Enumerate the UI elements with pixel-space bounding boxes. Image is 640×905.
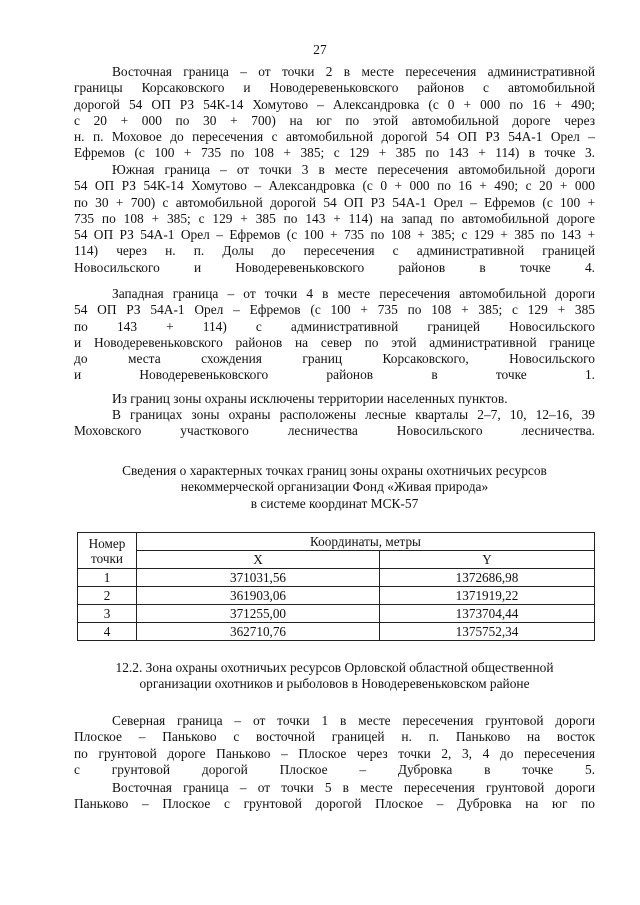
text-line: 735 по 108 + 385; с 129 + 385 по 143 + 114) на запад по автомобильной дороге xyxy=(74,210,595,226)
text-line: границы Корсаковского и Новодеревеньковского районов с автомобильной xyxy=(74,80,595,96)
text-line: и Новодеревеньковского районов на север по этой административной границе xyxy=(74,334,595,350)
text-line: и Новодеревеньковского районов в точке 1. xyxy=(74,367,595,383)
table-caption xyxy=(74,463,595,512)
text-line: 54 ОП РЗ 54А-1 Орел – Ефремов (с 100 + 735 по 108 + 385; с 129 + 385 по 143 + xyxy=(74,227,595,243)
text-line: В границах зоны охраны расположены лесные кварталы 2–7, 10, 12–16, 39 xyxy=(112,407,595,422)
table-row xyxy=(78,569,595,587)
paragraph-south-border xyxy=(74,162,595,276)
cell-y: 1375752,34 xyxy=(380,623,595,641)
text-line: с 20 + 000 по 30 + 700) на юг по этой автомобильной дороге через xyxy=(74,112,595,128)
header-x: X xyxy=(137,551,380,569)
text-line: н. п. Моховое до пересечения с автомобильной дорогой 54 ОП РЗ 54А-1 Орел – xyxy=(74,129,595,145)
paragraph-east-border xyxy=(74,64,595,162)
text-line: 114) через н. п. Долы до пересечения с административной границей xyxy=(74,243,595,259)
text-line: Западная граница – от точки 4 в месте пересечения автомобильной дороги xyxy=(112,286,595,301)
text-line: с грунтовой дорогой Плоское – Дубровка в точке 5. xyxy=(74,761,595,777)
cell-point: 4 xyxy=(78,623,137,641)
caption-line: некоммерческой организации Фонд «Живая природа» xyxy=(180,479,489,495)
text-line: по 30 + 700) с автомобильной дорогой 54 ОП РЗ 54А-1 Орел – Ефремов (с 100 + xyxy=(74,194,595,210)
coordinates-table xyxy=(77,532,595,641)
header-point-line2: точки xyxy=(91,550,123,566)
cell-point: 2 xyxy=(78,587,137,605)
text-line: Северная граница – от точки 1 в месте пересечения грунтовой дороги xyxy=(112,713,595,728)
cell-point: 1 xyxy=(78,569,137,587)
cell-point: 3 xyxy=(78,605,137,623)
cell-y: 1371919,22 xyxy=(380,587,595,605)
text-line: Моховского участкового лесничества Новосильского лесничества. xyxy=(74,423,595,439)
text-line: 54 ОП РЗ 54К-14 Хомутово – Александровка (с 0 + 000 по 16 + 490; с 20 + 000 xyxy=(74,178,595,194)
cell-y: 1372686,98 xyxy=(380,569,595,587)
page-number: 27 xyxy=(313,42,327,57)
cell-x: 371031,56 xyxy=(137,569,380,587)
text-line: 54 ОП РЗ 54А-1 Орел – Ефремов (с 100 + 735 по 108 + 385; с 129 + 385 xyxy=(74,302,595,318)
text-line: Из границ зоны охраны исключены территории населенных пунктов. xyxy=(112,391,508,406)
heading-line: организации охотников и рыболовов в Новодеревеньковском районе xyxy=(139,676,530,692)
text-line: Паньково – Плоское с грунтовой дорогой Плоское – Дубровка на юг по xyxy=(74,796,595,812)
paragraph-north-border xyxy=(74,713,595,778)
text-line: дорогой 54 ОП РЗ 54К-14 Хомутово – Александровка (с 0 + 000 по 16 + 490; xyxy=(74,96,595,112)
caption-line: Сведения о характерных точках границ зоны охраны охотничьих ресурсов xyxy=(122,463,547,478)
text-line: Ефремов (с 100 + 735 по 108 + 385; с 129 + 385 по 143 + 114) в точке 3. xyxy=(74,145,595,161)
paragraph-east-border-2 xyxy=(74,780,595,813)
header-point xyxy=(78,533,137,569)
text-line: Новосильского и Новодеревеньковского районов в точке 4. xyxy=(74,259,595,275)
paragraph-west-border xyxy=(74,286,595,384)
cell-x: 362710,76 xyxy=(137,623,380,641)
table-row xyxy=(78,605,595,623)
section-heading xyxy=(74,660,595,693)
cell-y: 1373704,44 xyxy=(380,605,595,623)
header-point-line1: Номер xyxy=(88,535,126,551)
table-row xyxy=(78,623,595,641)
table-subheader-row xyxy=(78,551,595,569)
cell-x: 361903,06 xyxy=(137,587,380,605)
text-line: Южная граница – от точки 3 в месте пересечения автомобильной дороги xyxy=(112,162,595,177)
paragraph-exclusion xyxy=(74,391,595,407)
caption-line: в системе координат МСК-57 xyxy=(250,495,419,511)
table-header-row xyxy=(78,533,595,551)
text-line: Восточная граница – от точки 2 в месте пересечения административной xyxy=(112,64,595,79)
heading-line: 12.2. Зона охраны охотничьих ресурсов Орловской областной общественной xyxy=(115,660,554,675)
cell-x: 371255,00 xyxy=(137,605,380,623)
text-line: Плоское – Паньково с восточной границей н. п. Паньково на восток xyxy=(74,729,595,745)
text-line: по 143 + 114) с административной границей Новосильского xyxy=(74,318,595,334)
text-line: по грунтовой дороге Паньково – Плоское через точки 2, 3, 4 до пересечения xyxy=(74,745,595,761)
header-coordinates: Координаты, метры xyxy=(137,533,595,551)
paragraph-forest-quarters xyxy=(74,407,595,440)
text-line: Восточная граница – от точки 5 в месте пересечения грунтовой дороги xyxy=(112,780,595,795)
header-y: Y xyxy=(380,551,595,569)
text-line: до места схождения границ Корсаковского, Новосильского xyxy=(74,351,595,367)
table-row xyxy=(78,587,595,605)
